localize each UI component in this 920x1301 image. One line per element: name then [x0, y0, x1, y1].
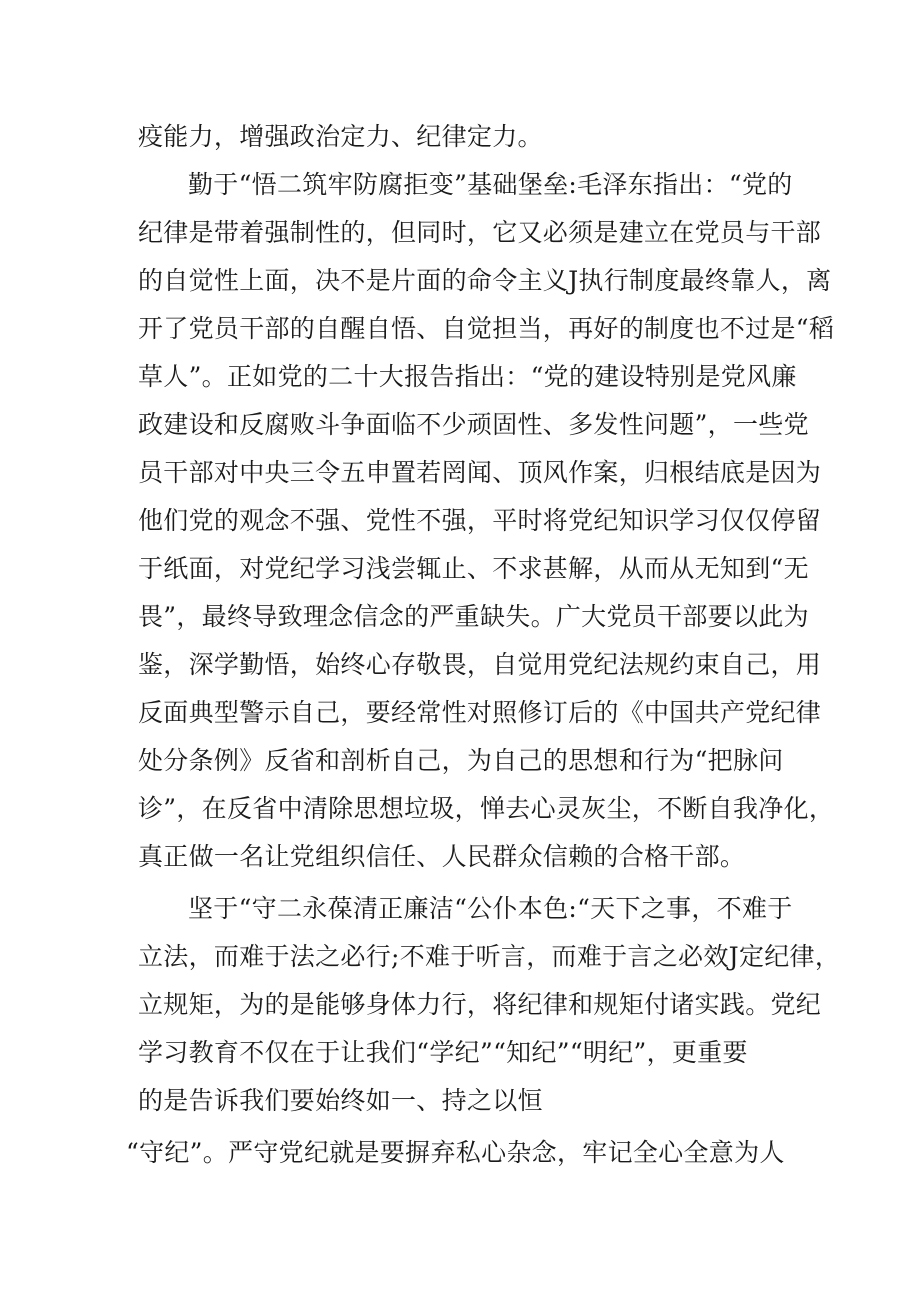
text-line: 学习教育不仅在于让我们“学纪”“知纪”“明纪”，更重要 [138, 1038, 748, 1067]
text-line: 开了党员干部的自醒自悟、自觉担当，再好的制度也不过是“稻 [138, 314, 835, 343]
text-line: “守纪”。严守党纪就是要摒弃私心杂念，牢记全心全意为人 [126, 1138, 785, 1167]
text-line: 真正做一名让党组织信任、人民群众信赖的合格干部。 [138, 842, 746, 871]
text-line: 诊”，在反省中清除思想垃圾，惮去心灵灰尘，不断自我净化， [138, 794, 835, 823]
text-line: 员干部对中央三令五申置若罔闻、顶风作案，归根结底是因为 [138, 458, 822, 487]
text-line: 于纸面，对党纪学习浅尝辄止、不求甚解，从而从无知到“无 [138, 554, 809, 583]
text-line: 他们党的观念不强、党性不强，平时将党纪知识学习仅仅停留 [138, 506, 822, 535]
text-line: 草人”。正如党的二十大报告指出：“党的建设特别是党风廉 [138, 362, 797, 391]
text-line: 疫能力，增强政治定力、纪律定力。 [138, 122, 543, 151]
text-line: 反面典型警示自己，要经常性对照修订后的《中国共产党纪律 [138, 698, 822, 727]
text-line: 的自觉性上面，决不是片面的命令主义J执行制度最终靠人，离 [138, 266, 832, 295]
paragraph-start-line: 坚于“守二永葆清正廉洁“公仆本色:“天下之事，不难于 [188, 894, 793, 923]
text-line: 立规矩，为的是能够身体力行，将纪律和规矩付诸实践。党纪 [138, 990, 822, 1019]
text-line: 鉴，深学勤悟，始终心存敬畏，自觉用党纪法规约束自己，用 [138, 650, 822, 679]
text-line: 立法，而难于法之必行;不难于听言，而难于言之必效J定纪律， [138, 942, 841, 971]
text-line: 畏”，最终导致理念信念的严重缺失。广大党员干部要以此为 [138, 602, 809, 631]
paragraph-start-line: 勤于“悟二筑牢防腐拒变”基础堡垒:毛泽东指出：“党的 [188, 170, 793, 199]
text-line: 的是告诉我们要始终如一、持之以恒 [138, 1086, 543, 1115]
text-line: 纪律是带着强制性的，但同时，它又必须是建立在党员与干部 [138, 218, 822, 247]
text-line: 政建设和反腐败斗争面临不少顽固性、多发性问题”，一些党 [138, 410, 809, 439]
text-line: 处分条例》反省和剖析自己，为自己的思想和行为“把脉问 [138, 746, 784, 775]
